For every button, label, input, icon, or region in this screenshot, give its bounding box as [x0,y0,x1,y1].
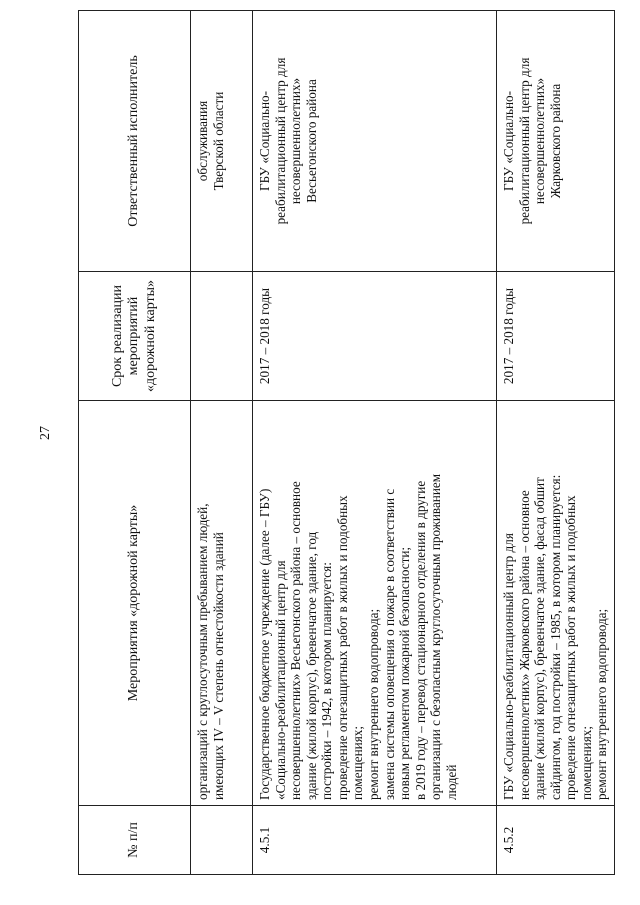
row-term: 2017 – 2018 годы [497,272,615,401]
executor-line: несовершеннолетних» [532,77,548,205]
executor-line: Тверской области [210,91,226,191]
row-num: 4.5.2 [497,806,615,875]
activity-line: здание (жилой корпус), бревенчатое здание, год [303,531,319,800]
activity-line: в 2019 году – перевод стационарного отделения в другие [412,480,428,800]
row-term [191,272,253,401]
activity-line: проведение огнезащитных работ в жилых и подобных [563,495,579,800]
table-row [497,11,615,875]
activity-line: проведение огнезащитных работ в жилых и подобных [334,495,350,800]
header-num: № п/п [79,806,191,875]
activity-line: ГБУ «Социально-реабилитационный центр для [501,533,516,800]
row-executor [191,11,253,272]
executor-line: Жарковского района [547,83,563,199]
roadmap-table [78,10,615,875]
row-activity [191,401,253,806]
activity-line: несовершеннолетних» Весьегонского района – основное [288,481,304,800]
executor-line: реабилитационный центр для [272,57,288,225]
executor-line: несовершеннолетних» [288,77,304,205]
table-row [191,11,253,875]
row-activity [253,401,497,806]
activity-line: ремонт внутреннего водопровода; [366,608,382,800]
activity-line: помещениях; [578,725,594,800]
header-activity: Мероприятия «дорожной карты» [79,401,191,806]
executor-line: обслуживания [195,100,210,182]
activity-line: «Социально-реабилитационный центр для [272,560,288,800]
row-term: 2017 – 2018 годы [253,272,497,401]
executor-line: ГБУ «Социально- [257,90,272,192]
activity-line: помещениях; [350,725,366,800]
activity-line: людей [443,764,459,800]
row-executor [253,11,497,272]
header-executor: Ответственный исполнитель [79,11,191,272]
page-number: 27 [38,426,53,440]
activity-line: ремонт внутреннего водопровода; [594,608,610,800]
activity-line: несовершеннолетних» Жарковского района – основное [516,490,532,800]
activity-line: сайдингом, год постройки – 1985, в котором планируется: [547,474,563,800]
activity-line: здание (жилой корпус), бревенчатое здание, фасад обшит [532,477,548,800]
executor-line: Весьегонского района [303,79,319,203]
roadmap-table-wrapper [78,55,610,875]
table-row [253,11,497,875]
activity-line: организации с безопасным круглосуточным проживанием [428,473,444,800]
activity-line: Государственное бюджетное учреждение (далее – ГБУ) [257,488,272,800]
activity-line: новым регламентом пожарной безопасности; [397,546,413,800]
executor-line: реабилитационный центр для [516,57,532,225]
activity-line: имеющих IV – V степень огнестойкости зданий [210,532,226,800]
executor-line: ГБУ «Социально- [501,90,516,192]
row-num: 4.5.1 [253,806,497,875]
row-num [191,806,253,875]
activity-line: замена системы оповещения о пожаре в соответствии с [381,488,397,800]
row-activity [497,401,615,806]
activity-line: постройки – 1942, в котором планируется: [319,562,335,800]
header-term: Срок реализации мероприятий «дорожной карты» [79,272,191,401]
activity-line: организаций с круглосуточным пребыванием людей, [195,503,210,800]
row-executor [497,11,615,272]
table-header-row [79,11,191,875]
